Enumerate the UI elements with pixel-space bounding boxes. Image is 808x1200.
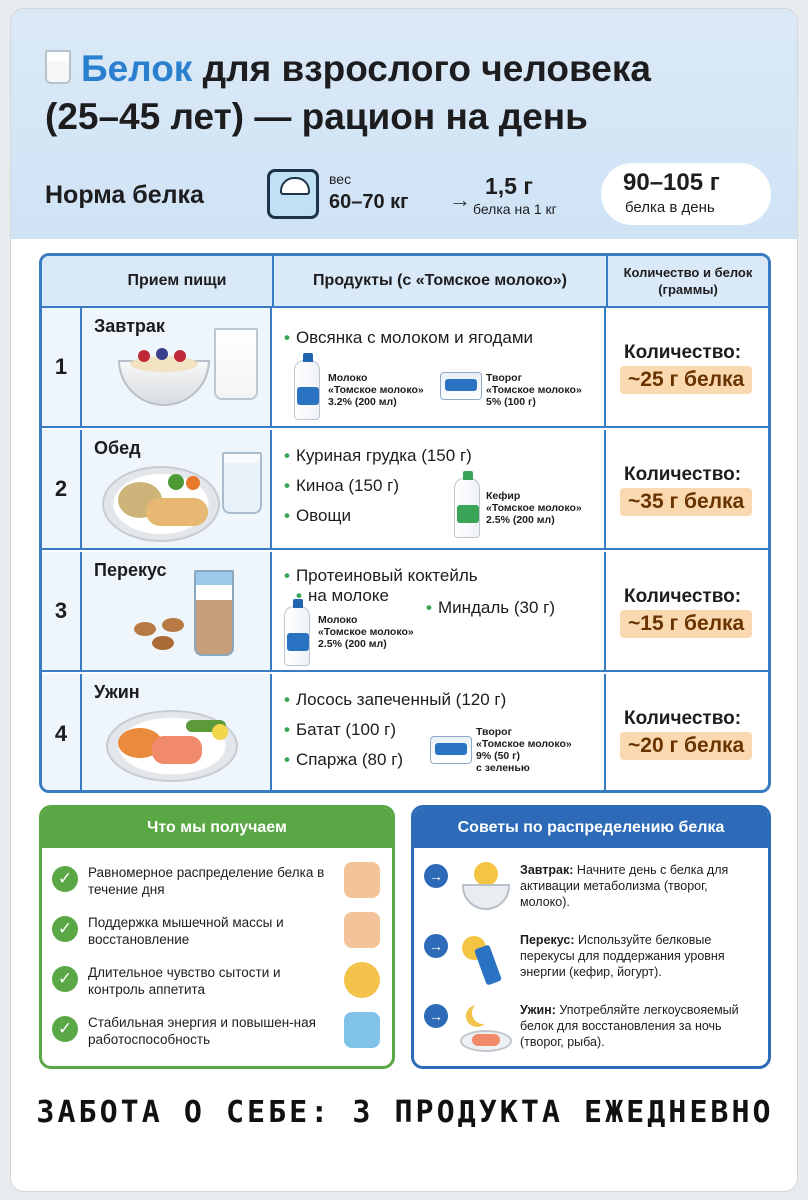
product-item: • Овощи <box>284 506 351 526</box>
benefit-item <box>52 1012 382 1056</box>
meal-cell <box>82 308 272 426</box>
muscle-arm-icon <box>344 862 380 898</box>
row-number: 1 <box>42 308 82 426</box>
table-row <box>42 674 768 793</box>
almond-icon <box>162 618 184 632</box>
protein-norm <box>45 169 785 229</box>
meal-cell <box>82 674 272 793</box>
qty-cell <box>606 674 768 793</box>
meal-table <box>39 253 771 793</box>
broccoli-icon <box>168 474 184 490</box>
product-note: Кефир «Томское молоко» 2.5% (200 мл) <box>486 490 582 526</box>
header <box>11 9 798 239</box>
berry-icon <box>138 350 150 362</box>
benefit-text: Поддержка мышечной массы и восстановление <box>88 915 284 947</box>
scale-icon <box>267 169 319 219</box>
tips-title: Советы по распределению белка <box>414 808 768 848</box>
weight-value: 60–70 кг <box>329 191 409 213</box>
qty-cell <box>606 430 768 548</box>
cottage-cheese-pack-icon <box>430 736 472 764</box>
berry-icon <box>174 350 186 362</box>
sun-snack-bar-icon <box>458 932 514 986</box>
title-rest: для взрослого человека <box>192 48 651 89</box>
tip-text: Завтрак: Начните день с белка для активации метаболизма (творог, молоко). <box>520 863 729 909</box>
page-title <box>45 45 785 141</box>
product-note: Творог «Томское молоко» 9% (50 г) с зеленью <box>476 726 572 774</box>
benefit-text: Стабильная энергия и повышен-ная работоспособность <box>88 1015 316 1047</box>
result-value: 90–105 г <box>623 169 720 196</box>
infographic-page <box>10 8 798 1192</box>
product-item: • Спаржа (80 г) <box>284 750 403 770</box>
arrow-icon: → <box>424 864 448 888</box>
product-item: • Миндаль (30 г) <box>426 598 555 618</box>
tips-panel <box>411 805 771 1069</box>
row-number: 4 <box>42 674 82 793</box>
title-line2: (25–45 лет) — рацион на день <box>45 96 588 137</box>
product-note: Молоко «Томское молоко» 3.2% (200 мл) <box>328 372 424 408</box>
footer-slogan: ЗАБОТА О СЕБЕ: 3 ПРОДУКТА ЕЖЕДНЕВНО <box>36 1095 774 1130</box>
protein-badge: ~25 г белка <box>620 366 752 394</box>
norm-label: Норма белка <box>45 181 204 209</box>
tip-text: Ужин: Употребляйте легкоусвояемый белок для восстановления за ночь (творог, рыба). <box>520 1003 739 1049</box>
protein-badge: ~15 г белка <box>620 610 752 638</box>
almond-icon <box>152 636 174 650</box>
qty-label: Количество: <box>624 464 742 485</box>
protein-badge: ~35 г белка <box>620 488 752 516</box>
benefit-text: Длительное чувство сытости и контроль аппетита <box>88 965 281 997</box>
milk-bottle-icon <box>284 606 310 666</box>
check-icon: ✓ <box>52 866 78 892</box>
row-number: 3 <box>42 552 82 670</box>
milk-bottle-icon <box>294 360 320 420</box>
milk-glass-icon <box>214 328 258 400</box>
rate-label: белка на 1 кг <box>473 201 557 217</box>
product-item: • Протеиновый коктейль <box>284 566 478 586</box>
benefit-item <box>52 962 382 1006</box>
qty-cell <box>606 552 768 670</box>
product-item: • Лосось запеченный (120 г) <box>284 690 506 710</box>
product-item-cont: • на молоке <box>296 586 389 606</box>
benefit-text: Равномерное распределение белка в течение дня <box>88 865 325 897</box>
arrow-icon: → <box>449 187 471 212</box>
chicken-breast-icon <box>146 498 208 526</box>
salmon-icon <box>152 736 202 764</box>
table-row <box>42 430 768 550</box>
product-note: Молоко «Томское молоко» 2.5% (200 мл) <box>318 614 414 650</box>
sunrise-bowl-icon <box>458 862 514 916</box>
weight-label: вес <box>329 171 352 187</box>
benefits-panel <box>39 805 395 1069</box>
lemon-icon <box>212 724 228 740</box>
header-products: Продукты (с «Томское молоко») <box>272 256 606 306</box>
table-header <box>42 256 768 308</box>
muscle-arm-icon <box>344 912 380 948</box>
almond-icon <box>134 622 156 636</box>
header-qty: Количество и белок (граммы) <box>606 256 768 306</box>
qty-label: Количество: <box>624 708 742 729</box>
kefir-bottle-icon <box>454 478 480 538</box>
check-icon: ✓ <box>52 916 78 942</box>
table-row <box>42 308 768 428</box>
product-note: Творог «Томское молоко» 5% (100 г) <box>486 372 582 408</box>
table-row <box>42 552 768 672</box>
meal-name: Перекус <box>94 560 167 580</box>
meal-name: Обед <box>94 438 141 458</box>
berry-icon <box>156 348 168 360</box>
moon-fish-plate-icon <box>458 1002 514 1056</box>
products-cell <box>272 552 606 670</box>
check-icon: ✓ <box>52 1016 78 1042</box>
stomach-icon <box>344 962 380 998</box>
meal-name: Ужин <box>94 682 140 702</box>
header-meal: Прием пищи <box>127 272 227 289</box>
running-person-icon <box>344 1012 380 1048</box>
products-cell <box>272 430 606 548</box>
benefit-item <box>52 862 382 906</box>
meal-cell <box>82 430 272 548</box>
title-accent: Белок <box>81 48 193 89</box>
meal-cell <box>82 552 272 670</box>
tip-text: Перекус: Используйте белковые перекусы для поддержания уровня энергии (кефир, йогурт). <box>520 933 725 979</box>
carrot-icon <box>186 476 200 490</box>
milk-glass-icon <box>45 50 71 84</box>
tip-item <box>424 862 764 928</box>
qty-label: Количество: <box>624 342 742 363</box>
tip-item <box>424 1002 764 1068</box>
check-icon: ✓ <box>52 966 78 992</box>
products-cell <box>272 308 606 426</box>
product-item: • Овсянка с молоком и ягодами <box>284 328 533 348</box>
rate-value: 1,5 г <box>485 173 533 199</box>
product-item: • Куриная грудка (150 г) <box>284 446 472 466</box>
benefit-item <box>52 912 382 956</box>
water-glass-icon <box>222 452 262 514</box>
row-number: 2 <box>42 430 82 548</box>
qty-cell <box>606 308 768 426</box>
qty-label: Количество: <box>624 586 742 607</box>
arrow-icon: → <box>424 1004 448 1028</box>
result-label: белка в день <box>625 199 715 216</box>
product-item: • Киноа (150 г) <box>284 476 399 496</box>
protein-badge: ~20 г белка <box>620 732 752 760</box>
product-item: • Батат (100 г) <box>284 720 396 740</box>
meal-name: Завтрак <box>94 316 165 336</box>
cottage-cheese-pack-icon <box>440 372 482 400</box>
shaker-icon <box>194 570 234 656</box>
products-cell <box>272 674 606 793</box>
arrow-icon: → <box>424 934 448 958</box>
tip-item <box>424 932 764 998</box>
benefits-title: Что мы получаем <box>42 808 392 848</box>
